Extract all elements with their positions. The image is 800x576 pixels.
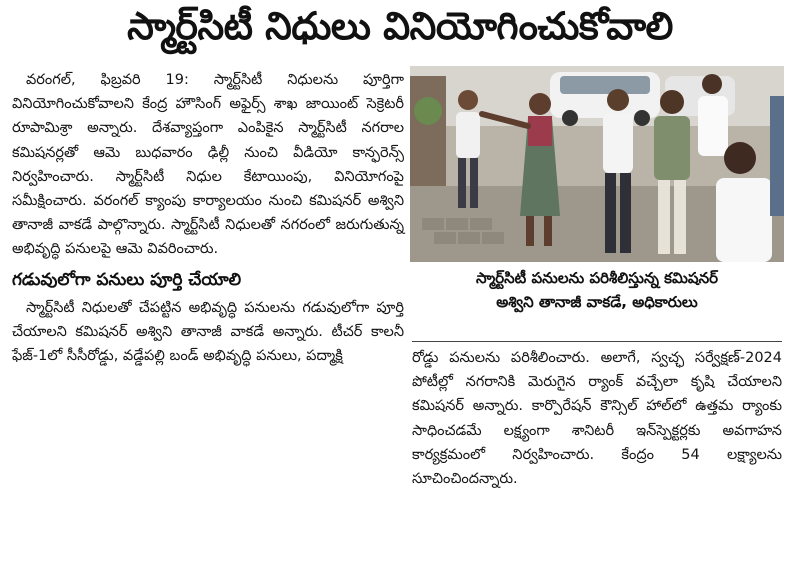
photo-caption bbox=[410, 266, 784, 338]
news-photo bbox=[410, 66, 784, 262]
photo-caption-line-2: అశ్విని తానాజీ వాకడే, అధికారులు bbox=[496, 293, 698, 311]
article-paragraph-1: వరంగల్, ఫిబ్రవరి 19: స్మార్ట్‌సిటీ నిధులను పూర్తిగా వినియోగించుకోవాలని కేంద్ర హౌసింగ్ అఫైర్స్ శాఖ జాయింట్ సెక్రెటరీ రూపామిశ్రా అన్నారు. దేశవ్యాప్తంగా ఎంపికైన స్మార్ట్‌సిటీ నగరాల కమిషనర్లతో ఆమె బుధవారం ఢిల్లీ నుంచి వీడియో కాన్ఫరెన్స్ నిర్వహించారు. స్మార్ట్‌సిటీ నిధుల కేటాయింపు, వినియోగంపై సమీక్షించారు. వరంగల్ క్యాంపు కార్యాలయం నుంచి కమిషనర్ అశ్విని తానాజీ వాకడే పాల్గొన్నారు. స్మార్ట్‌సిటీ నిధులతో నగరంలో జరుగుతున్న అభివృద్ధి పనులపై ఆమె వివరించారు. bbox=[12, 72, 404, 258]
caption-divider bbox=[412, 341, 782, 342]
photo-caption-line-1: స్మార్ట్‌సిటీ పనులను పరిశీలిస్తున్న కమిషనర్ bbox=[475, 269, 719, 287]
article-paragraph-2: స్మార్ట్‌సిటీ నిధులతో చేపట్టిన అభివృద్ధి పనులను గడువులోగా పూర్తి చేయాలని కమిషనర్ అశ్విని తానాజీ వాకడే అన్నారు. టీచర్ కాలనీ ఫేజ్-1లో సీసీరోడ్డు, వడ్డేపల్లి బండ్ అభివృద్ధి పనులు, పద్మాక్షి bbox=[12, 299, 404, 365]
article-subheading: గడువులోగా పనులు పూర్తి చేయాలి bbox=[12, 269, 242, 290]
headline: స్మార్ట్‌సిటీ నిధులు వినియోగించుకోవాలి bbox=[127, 4, 673, 48]
right-article-column bbox=[412, 346, 782, 568]
left-article-column bbox=[12, 68, 404, 568]
article-paragraph-3: రోడ్డు పనులను పరిశీలించారు. అలాగే, స్వచ్ఛ సర్వేక్షణ్-2024 పోటీల్లో నగరానికి మెరుగైన ర్యాంక్ వచ్చేలా కృషి చేయాలని కమిషనర్ అన్నారు. కార్పొరేషన్ కౌన్సిల్ హాల్‌లో ఉత్తమ ర్యాంకు సాధించడమే లక్ష్యంగా శానిటరీ ఇన్‌స్పెక్టర్లకు అవగాహన కార్యక్రమంలో నిర్వహించారు. కేంద్రం 54 లక్ష్యాలను సూచించిందన్నారు. bbox=[412, 350, 782, 488]
